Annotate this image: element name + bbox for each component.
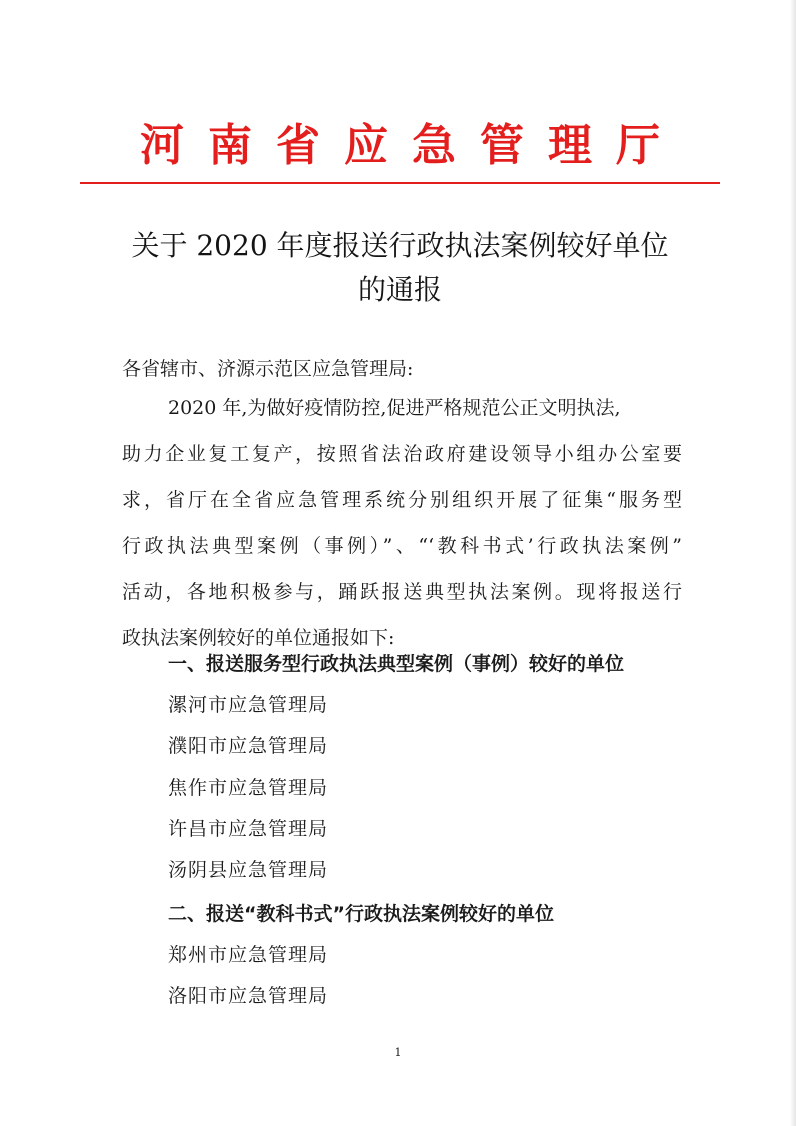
red-divider-line xyxy=(80,182,720,184)
unit-list-item: 郑州市应急管理局 xyxy=(168,944,329,966)
scan-edge-shadow xyxy=(790,0,796,1126)
document-title xyxy=(80,224,720,312)
section-heading-2: 二、报送“教科书式”行政执法案例较好的单位 xyxy=(168,903,554,925)
body-line: 求，省厅在全省应急管理系统分别组织开展了征集“服务型 xyxy=(122,489,682,511)
unit-list-item: 洛阳市应急管理局 xyxy=(168,985,329,1007)
body-line: 活动，各地积极参与，踊跃报送典型执法案例。现将报送行 xyxy=(122,581,682,603)
page-number: 1 xyxy=(394,1046,402,1059)
unit-list-item: 焦作市应急管理局 xyxy=(168,777,329,799)
body-paragraph xyxy=(122,396,682,672)
unit-list-item: 汤阴县应急管理局 xyxy=(168,859,329,881)
body-line: 政执法案例较好的单位通报如下: xyxy=(122,627,395,649)
document-title-line-1: 关于 2020 年度报送行政执法案例较好单位 xyxy=(131,229,669,262)
unit-list-item: 漯河市应急管理局 xyxy=(168,694,329,716)
addressee-line: 各省辖市、济源示范区应急管理局: xyxy=(122,358,414,380)
body-line: 助力企业复工复产，按照省法治政府建设领导小组办公室要 xyxy=(122,443,682,465)
body-line: 2020 年,为做好疫情防控,促进严格规范公正文明执法, xyxy=(168,397,621,419)
document-title-line-2: 的通报 xyxy=(357,273,442,306)
unit-list-item: 许昌市应急管理局 xyxy=(168,818,329,840)
body-line: 行政执法典型案例（事例）”、“‘教科书式’行政执法案例” xyxy=(122,535,682,557)
masthead-title: 河南省应急管理厅 xyxy=(140,120,684,171)
section-heading-1: 一、报送服务型行政执法典型案例（事例）较好的单位 xyxy=(168,653,625,675)
unit-list-item: 濮阳市应急管理局 xyxy=(168,735,329,757)
